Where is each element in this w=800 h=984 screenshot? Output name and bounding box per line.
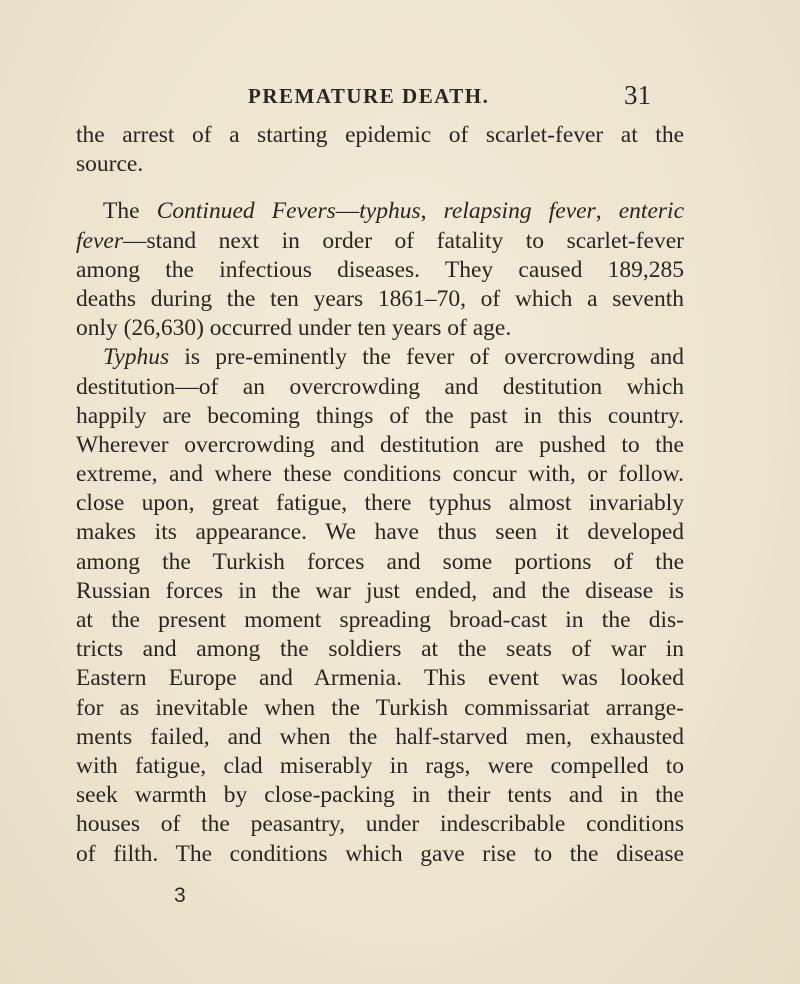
text-line: the arrest of a starting epidemic of scarlet-fever at the: [76, 122, 684, 148]
text-line: houses of the peasantry, under indescribable conditions: [76, 811, 684, 838]
text-run: The: [103, 198, 157, 225]
text-line: among the Turkish forces and some portions of the: [76, 548, 684, 575]
italic-run: Continued Fevers: [156, 198, 336, 225]
text-run: is pre-eminently the fever of overcrowding and: [169, 344, 684, 371]
text-line: ments failed, and when the half-starved men, exhausted: [76, 723, 684, 750]
text-line: tricts and among the soldiers at the seats of war in: [76, 636, 684, 663]
text-line: of filth. The conditions which gave rise to the disease: [76, 840, 684, 867]
italic-run: enteric: [618, 198, 684, 225]
text-line: destitution—of an overcrowding and destitution which: [76, 373, 684, 400]
text-line: [76, 227, 684, 256]
text-line: extreme, and where these conditions concur with, or follow.: [76, 461, 684, 488]
text-line: [76, 343, 684, 372]
text-line: Russian forces in the war just ended, and the disease is: [76, 577, 684, 604]
italic-run: fever: [76, 227, 123, 254]
text-line: deaths during the ten years 1861–70, of which a seventh: [76, 285, 684, 312]
text-line: makes its appearance. We have thus seen it developed: [76, 519, 684, 546]
text-line: at the present moment spreading broad-cast in the dis-: [76, 607, 684, 633]
text-run: ,: [595, 198, 619, 225]
running-head: [0, 80, 800, 110]
text-line: with fatigue, clad miserably in rags, were compelled to: [76, 752, 684, 779]
italic-run: Typhus: [103, 344, 170, 371]
text-line: source.: [76, 151, 144, 178]
running-title: PREMATURE DEATH.: [248, 84, 490, 108]
text-line: among the infectious diseases. They caused 189,285: [76, 256, 684, 283]
text-run: —stand next in order of fatality to scarlet-fever: [122, 227, 684, 254]
text-line: close upon, great fatigue, there typhus almost invariably: [76, 490, 684, 517]
body-text: [76, 121, 684, 869]
text-line: seek warmth by close-packing in their tents and in the: [76, 782, 684, 809]
text-line: happily are becoming things of the past in this country.: [76, 402, 684, 429]
text-line: [76, 197, 684, 226]
text-line: Eastern Europe and Armenia. This event was looked: [76, 665, 684, 692]
paragraph-gap: [76, 179, 684, 197]
italic-run: typhus: [359, 198, 421, 225]
signature-mark: 3: [174, 884, 186, 907]
text-run: —: [335, 198, 360, 225]
text-run: ,: [420, 198, 444, 225]
text-line: for as inevitable when the Turkish commissariat arrange-: [76, 694, 684, 721]
text-line: Wherever overcrowding and destitution are pushed to the: [76, 431, 684, 458]
page-number: 31: [624, 80, 651, 110]
italic-run: relapsing fever: [443, 198, 596, 225]
text-line: only (26,630) occurred under ten years of age.: [76, 315, 512, 342]
